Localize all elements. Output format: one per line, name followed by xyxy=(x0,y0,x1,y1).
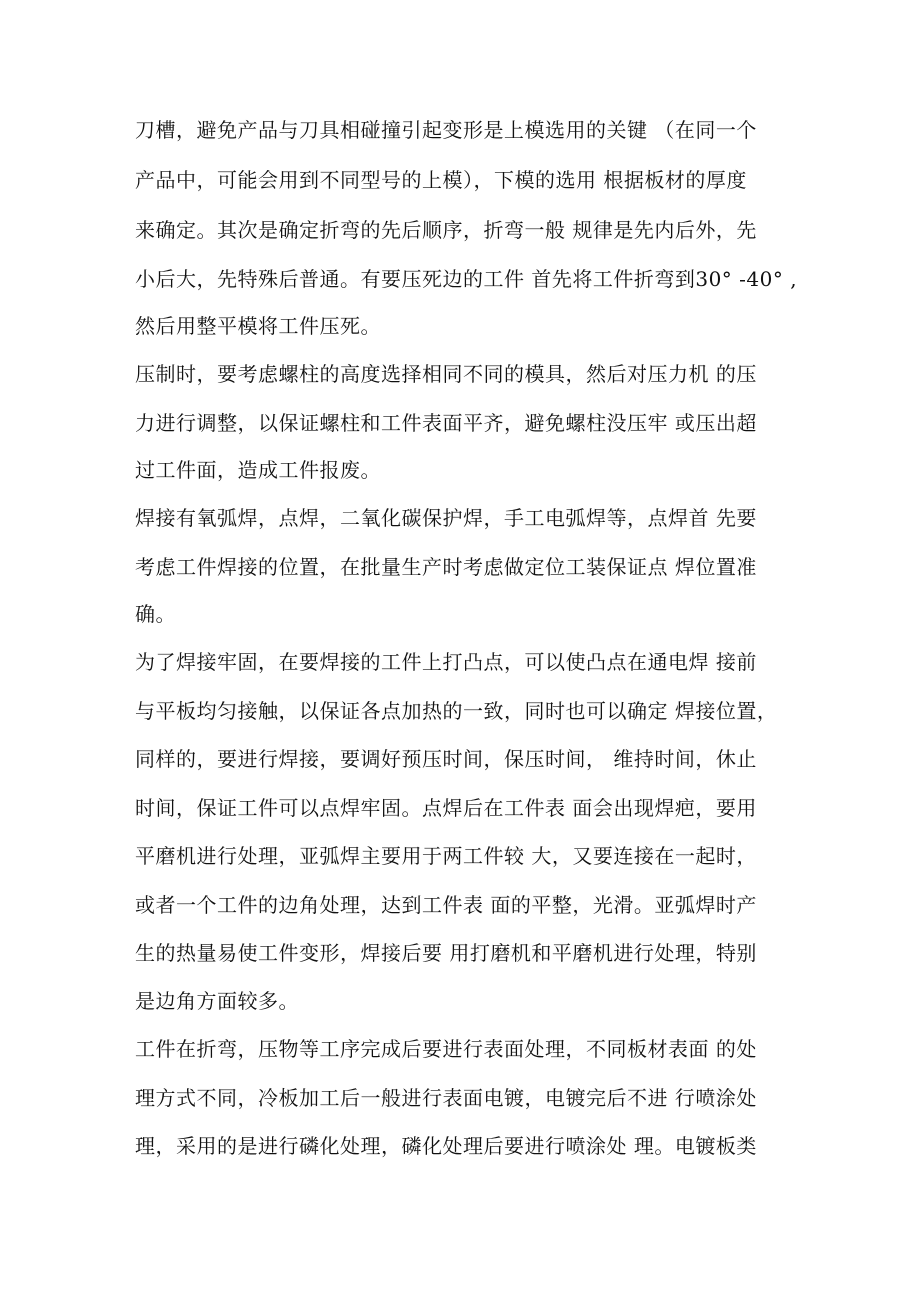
text-line-15: 时间，保证工件可以点焊牢固。点焊后在工件表 面会出现焊疤，要用 xyxy=(135,796,757,820)
text-line-7: 力进行调整，以保证螺柱和工件表面平齐，避免螺柱没压牢 或压出超 xyxy=(135,411,757,435)
text-line-20: 工件在折弯，压物等工序完成后要进行表面处理，不同板材表面 的处 xyxy=(135,1037,757,1061)
text-line-18: 生的热量易使工件变形，焊接后要 用打磨机和平磨机进行处理，特别 xyxy=(135,941,757,965)
text-line-12: 为了焊接牢固，在要焊接的工件上打凸点，可以使凸点在通电焊 接前 xyxy=(135,650,757,674)
text-line-2: 产品中，可能会用到不同型号的上模），下模的选用 根据板材的厚度 xyxy=(135,168,747,192)
text-line-8: 过工件面，造成工件报废。 xyxy=(135,458,381,482)
text-line-14: 同样的，要进行焊接，要调好预压时间，保压时间， 维持时间，休止 xyxy=(135,747,757,771)
text-line-13: 与平板均匀接触，以保证各点加热的一致，同时也可以确定 焊接位置， xyxy=(135,699,778,723)
text-line-11: 确。 xyxy=(135,602,176,626)
text-line-16: 平磨机进行处理，亚弧焊主要用于两工件较 大，又要连接在一起时， xyxy=(135,844,757,868)
text-line-22: 理，采用的是进行磷化处理，磷化处理后要进行喷涂处 理。电镀板类 xyxy=(135,1134,757,1158)
text-line-3: 来确定。其次是确定折弯的先后顺序，折弯一般 规律是先内后外，先 xyxy=(135,218,757,242)
text-line-6: 压制时，要考虑螺柱的高度选择相同不同的模具，然后对压力机 的压 xyxy=(135,362,757,386)
text-line-10: 考虑工件焊接的位置，在批量生产时考虑做定位工装保证点 焊位置准 xyxy=(135,555,757,579)
text-line-4: 小后大，先特殊后普通。有要压死边的工件 首先将工件折弯到30° -40° , xyxy=(135,267,798,291)
text-line-5: 然后用整平模将工件压死。 xyxy=(135,314,381,338)
text-line-19: 是边角方面较多。 xyxy=(135,989,299,1013)
text-line-17: 或者一个工件的边角处理，达到工件表 面的平整，光滑。亚弧焊时产 xyxy=(135,893,757,917)
text-line-21: 理方式不同，冷板加工后一般进行表面电镀，电镀完后不进 行喷涂处 xyxy=(135,1086,757,1110)
text-line-9: 焊接有氧弧焊，点焊，二氧化碳保护焊，手工电弧焊等，点焊首 先要 xyxy=(135,506,757,530)
text-line-1: 刀槽，避免产品与刀具相碰撞引起变形是上模选用的关键 （在同一个 xyxy=(135,118,757,142)
